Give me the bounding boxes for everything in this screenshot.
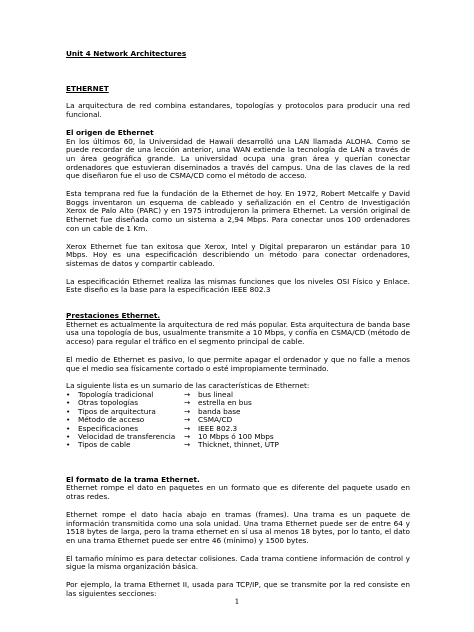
arrow-right-icon: → — [184, 406, 191, 416]
features-paragraph-2: El medio de Ethernet es pasivo, lo que permite apagar el ordenador y que no falle a menos que el medio sea físicamente cortado o esté impropiamente terminado. — [66, 354, 410, 373]
feature-name: Tipos de arquitectura — [78, 406, 156, 416]
features-heading: Prestaciones Ethernet. — [66, 311, 161, 321]
feature-value: 10 Mbps ó 100 Mbps — [198, 431, 274, 441]
feature-value: estrella en bus — [198, 398, 252, 408]
origin-paragraph-2: Esta temprana red fue la fundación de la Ethernet de hoy. En 1972, Robert Metcalfe y David Boggs inventaron un esquema de cableado y señalización en el Centro de Investigación Xerox de Palo Alto (PARC) y en 1975 introdujeron la primera Ethernet. La versión original de Ethernet fue diseñada como un sistema a 2,94 Mbps. Para conectar unos 100 ordenadores con un cable de 1 Km. — [66, 189, 410, 233]
list-item — [66, 441, 410, 449]
arrow-right-icon: → — [184, 398, 191, 408]
feature-name: Especificaciones — [78, 423, 139, 433]
feature-value: IEEE 802.3 — [198, 423, 238, 433]
frame-paragraph-3: El tamaño mínimo es para detectar colisiones. Cada trama contiene información de control y sigue la misma organización básica. — [66, 553, 410, 572]
origin-heading: El origen de Ethernet — [66, 127, 154, 137]
page-number: 1 — [234, 597, 240, 606]
feature-name: Tipos de cable — [78, 440, 131, 450]
intro-paragraph: La arquitectura de red combina estandares, topologías y protocolos para producir una red funcional. — [66, 101, 410, 120]
bullet-icon: • — [66, 423, 71, 433]
bullet-icon: • — [66, 389, 71, 399]
bullet-icon: • — [66, 406, 71, 416]
section-title: ETHERNET — [66, 83, 109, 93]
bullet-icon: • — [66, 415, 71, 425]
feature-name: Velocidad de transferencia — [78, 431, 176, 441]
arrow-right-icon: → — [184, 440, 191, 450]
document-page — [66, 50, 410, 598]
arrow-right-icon: → — [184, 423, 191, 433]
feature-value: banda base — [198, 406, 241, 416]
features-list-intro: La siguiente lista es un sumario de las características de Ethernet: — [66, 381, 310, 391]
arrow-right-icon: → — [184, 431, 191, 441]
frame-paragraph-1: Ethernet rompe el dato en paquetes en un formato que es diferente del paquete usado en otras redes. — [66, 483, 410, 502]
frame-heading: El formato de la trama Ethernet. — [66, 474, 200, 484]
unit-title: Unit 4 Network Architectures — [66, 49, 187, 58]
origin-paragraph-4: La especificación Ethernet realiza las mismas funciones que los niveles OSI Físico y Enlace. Este diseño es la base para la especificación IEEE 802.3 — [66, 276, 410, 295]
arrow-right-icon: → — [184, 389, 191, 399]
frame-paragraph-4: Por ejemplo, la trama Ethernet II, usada para TCP/IP, que se transmite por la red consiste en las siguientes secciones: — [66, 580, 410, 598]
origin-paragraph-1: En los últimos 60, la Universidad de Hawaii desarrolló una LAN llamada ALOHA. Como se puede recordar de una lección anterior, una WAN extiende la tecnología de LAN a través de un área geográfica grande. La universidad ocupa una gran área y querían conectar ordenadores que estuvieran diseminados a través del campus. Una de las claves de la red que diseñaron fue el uso de CSMA/CD como el método de acceso. — [66, 136, 410, 181]
frame-paragraph-2: Ethernet rompe el dato hacia abajo en tramas (frames). Una trama es un paquete de información transmitida como una sola unidad. Una trama Ethernet puede ser de entre 64 y 1518 bytes de larga, pero la trama ethernet en sí usa al menos 18 bytes, por lo tanto, el dato en una trama Ethernet puede ser entre 46 (mínimo) y 1500 bytes. — [66, 509, 410, 545]
feature-value: CSMA/CD — [198, 415, 233, 425]
features-paragraph-1: Ethernet es actualmente la arquitectura de red más popular. Esta arquitectura de banda base usa una topología de bus, usualmente transmite a 10 Mbps, y confía en CSMA/CD (método de acceso) para regular el tráfico en el segmento principal de cable. — [66, 319, 410, 347]
bullet-icon: • — [66, 440, 71, 450]
arrow-right-icon: → — [184, 415, 191, 425]
feature-value: Thicknet, thinnet, UTP — [198, 440, 279, 450]
feature-name: Otras topologías — [78, 398, 139, 408]
bullet-icon: • — [66, 431, 71, 441]
origin-paragraph-3: Xerox Ethernet fue tan exitosa que Xerox, Intel y Digital prepararon un estándar para 10 Mbps. Hoy es una especificación describiendo un método para conectar ordenadores, sistemas de datos y compartir cableado. — [66, 241, 410, 268]
bullet-icon: • — [66, 398, 71, 408]
feature-name: Topología tradicional — [78, 389, 154, 399]
feature-name: Método de acceso — [78, 415, 145, 425]
feature-value: bus lineal — [198, 389, 234, 399]
features-list — [66, 391, 410, 450]
